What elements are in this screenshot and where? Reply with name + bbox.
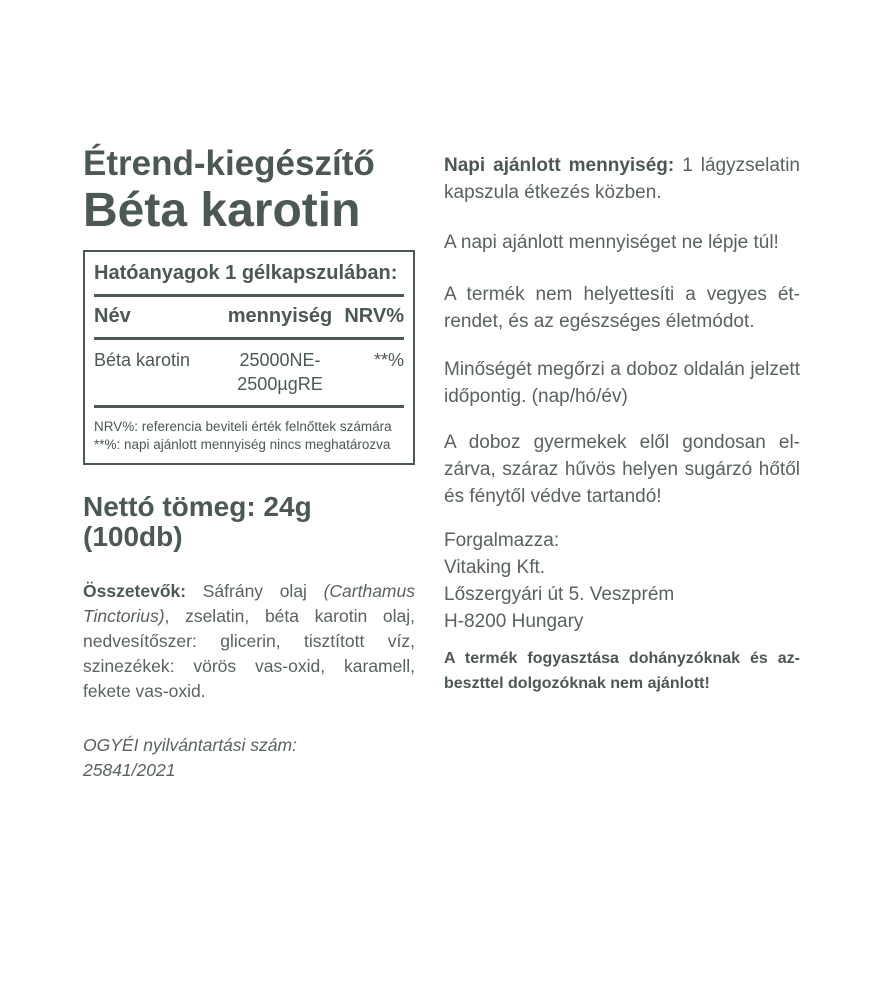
column-header-nrv: NRV% [344, 304, 404, 327]
product-subtitle: Étrend-kiegészítő [83, 144, 375, 183]
footnote-asterisk: **%: napi ajánlott mennyiség nincs meghatározva [94, 436, 391, 452]
ingredients-text-1: Sáfrány olaj [186, 581, 324, 602]
active-ingredients-table [83, 250, 415, 465]
table-column-headers [92, 305, 406, 328]
registration-number: 25841/2021 [83, 760, 176, 781]
quantity-line-1: 25000NE- [239, 349, 321, 370]
table-header: Hatóanyagok 1 gélkapszulában: [94, 261, 398, 284]
distributor-address: Lőszergyári út 5. Veszprém [444, 584, 675, 605]
distributor-block [444, 527, 800, 635]
ingredient-nrv: **% [373, 349, 404, 370]
smokers-warning: A termék fogyasztása dohányzóknak és azbeszttel dolgozóknak nem ajánlott! [444, 650, 800, 692]
quantity-line-2: 2500µgRE [237, 373, 323, 394]
dosage-paragraph [444, 152, 800, 206]
distributor-country: H-8200 Hungary [444, 611, 584, 632]
storage-note: A doboz gyermekek elől gondosan elzárva, száraz hűvös helyen sugárzó hőtől és fénytől védve tartandó! [444, 432, 800, 507]
right-column [444, 152, 800, 696]
table-divider [94, 405, 404, 408]
ingredients-text-2: , zselatin, béta karotin olaj, nedvesítőszer: glicerin, tisztított víz, szinezékek: vörös vas-oxid, karamell, fekete vas-oxid. [83, 606, 415, 702]
table-divider [94, 294, 404, 297]
limit-warning: A napi ajánlott mennyiséget ne lépje túl! [444, 232, 779, 253]
dosage-text: 1 lágyzselatin kapszula étkezés közben. [444, 155, 800, 203]
column-header-name: Név [94, 304, 131, 327]
ingredients-latin-name: (Carthamus Tinctorius) [83, 581, 415, 627]
ingredient-quantity [218, 348, 342, 396]
column-header-quantity: mennyiség [227, 304, 333, 327]
distributor-name: Vitaking Kft. [444, 557, 546, 578]
footnote-nrv: NRV%: referencia beviteli érték felnőttek számára [94, 418, 392, 434]
table-row [92, 348, 406, 396]
registration-label: OGYÉI nyilvántartási szám: [83, 735, 297, 756]
ingredients-label: Összetevők: [83, 581, 187, 602]
table-divider [94, 337, 404, 340]
registration-number-block [83, 733, 415, 783]
distributor-label: Forgalmazza: [444, 530, 560, 551]
ingredient-name: Béta karotin [94, 349, 191, 370]
dosage-label: Napi ajánlott mennyiség: [444, 155, 675, 176]
product-title: Béta karotin [83, 184, 361, 238]
left-column [83, 144, 415, 783]
quality-note: Minőségét megőrzi a doboz oldalán jelzett időpontig. (nap/hó/év) [444, 359, 800, 407]
substitute-warning: A termék nem helyettesíti a vegyes étrendet, és az egészséges életmódot. [444, 284, 800, 332]
table-footnotes [92, 416, 406, 454]
ingredients-paragraph [83, 579, 415, 704]
net-weight: Nettó tömeg: 24g (100db) [83, 490, 312, 553]
